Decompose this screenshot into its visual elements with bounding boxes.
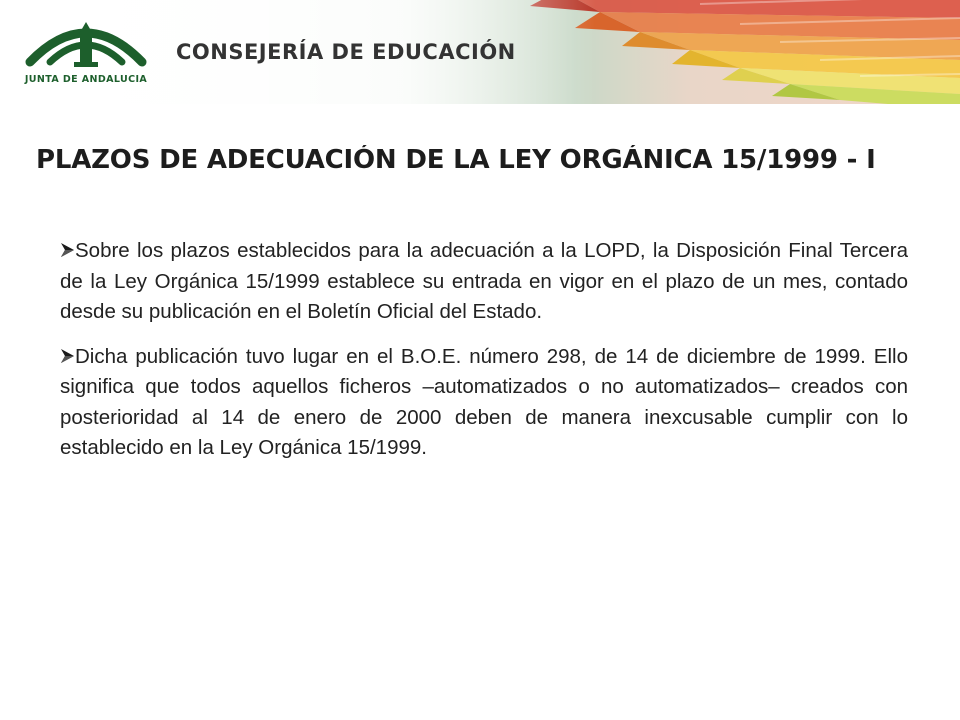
- header-banner: [0, 0, 960, 104]
- junta-de-andalucia-logo: [16, 8, 156, 100]
- department-name: CONSEJERÍA DE EDUCACIÓN: [176, 40, 516, 64]
- bullet-text: Sobre los plazos establecidos para la adecuación a la LOPD, la Disposición Final Tercera de la Ley Orgánica 15/1999 establece su entrada en vigor en el plazo de un mes, contado desde su publicación en el Boletín Oficial del Estado.: [60, 239, 908, 323]
- arrowhead-bullet-icon: [60, 348, 75, 364]
- bullet-paragraph: [60, 342, 908, 464]
- logo-caption: JUNTA DE ANDALUCIA: [24, 74, 148, 85]
- slide-title: PLAZOS DE ADECUACIÓN DE LA LEY ORGÁNICA 15/1999 - I: [36, 145, 876, 175]
- slide-body: [60, 236, 908, 478]
- logo-emblem-icon: [16, 8, 156, 74]
- arrowhead-bullet-icon: [60, 242, 75, 258]
- bullet-paragraph: [60, 236, 908, 328]
- bullet-text: Dicha publicación tuvo lugar en el B.O.E. número 298, de 14 de diciembre de 1999. Ello significa que todos aquellos ficheros –automatizados o no automatizados– creados con posterioridad al 14 de enero de 2000 deben de manera inexcusable cumplir con lo establecido en la Ley Orgánica 15/1999.: [60, 344, 908, 459]
